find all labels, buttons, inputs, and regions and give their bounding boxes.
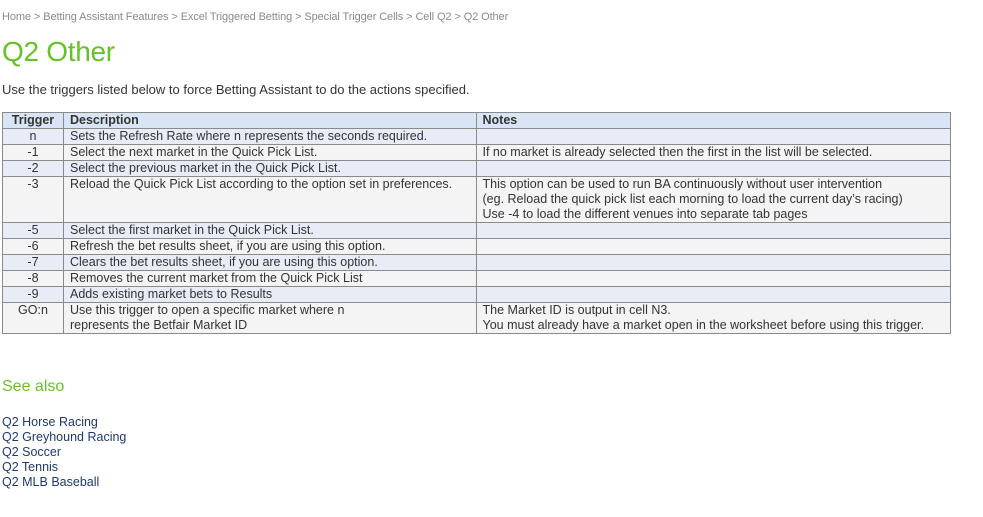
trigger-cell: -9 xyxy=(3,287,64,303)
description-cell xyxy=(63,271,476,287)
notes-line: This option can be used to run BA continuously without user intervention xyxy=(482,177,883,191)
trigger-cell: n xyxy=(3,129,64,145)
table-row xyxy=(3,239,951,255)
description-cell xyxy=(63,145,476,161)
trigger-cell: -7 xyxy=(3,255,64,271)
table-row xyxy=(3,161,951,177)
description-line: Select the previous market in the Quick Pick List. xyxy=(69,161,341,175)
breadcrumb-separator: > xyxy=(454,11,461,23)
see-also-heading: See also xyxy=(2,378,65,395)
breadcrumb-betting-assistant-features[interactable]: Betting Assistant Features xyxy=(43,11,169,23)
column-header-notes: Notes xyxy=(476,113,950,129)
description-cell xyxy=(63,161,476,177)
description-cell xyxy=(63,239,476,255)
list-item xyxy=(2,475,126,490)
breadcrumb-excel-triggered-betting[interactable]: Excel Triggered Betting xyxy=(180,11,293,23)
description-line: Removes the current market from the Quick Pick List xyxy=(69,271,363,285)
see-also-link-horse-racing[interactable]: Q2 Horse Racing xyxy=(2,415,98,429)
column-header-trigger: Trigger xyxy=(3,113,64,129)
notes-cell xyxy=(476,177,950,223)
notes-cell xyxy=(476,223,950,239)
breadcrumb-separator: > xyxy=(171,11,178,23)
trigger-cell: -1 xyxy=(3,145,64,161)
breadcrumb-special-trigger-cells[interactable]: Special Trigger Cells xyxy=(304,11,404,23)
description-cell xyxy=(63,303,476,334)
table-row xyxy=(3,271,951,287)
table-row xyxy=(3,129,951,145)
table-row xyxy=(3,303,951,334)
description-cell xyxy=(63,129,476,145)
table-row xyxy=(3,223,951,239)
description-line: Refresh the bet results sheet, if you are using this option. xyxy=(69,239,386,253)
trigger-cell: -6 xyxy=(3,239,64,255)
notes-cell xyxy=(476,161,950,177)
notes-line: The Market ID is output in cell N3. xyxy=(482,303,671,317)
notes-cell xyxy=(476,303,950,334)
breadcrumb-home[interactable]: Home xyxy=(2,11,31,23)
table-row xyxy=(3,255,951,271)
trigger-cell: -8 xyxy=(3,271,64,287)
notes-line: Use -4 to load the different venues into separate tab pages xyxy=(482,207,808,221)
notes-line: If no market is already selected then the first in the list will be selected. xyxy=(482,145,873,159)
description-cell xyxy=(63,287,476,303)
table-header-row xyxy=(3,113,951,129)
list-item xyxy=(2,430,126,445)
description-line: Select the next market in the Quick Pick List. xyxy=(69,145,318,159)
see-also-link-greyhound-racing[interactable]: Q2 Greyhound Racing xyxy=(2,430,127,444)
description-line: Select the first market in the Quick Pick List. xyxy=(69,223,314,237)
notes-cell xyxy=(476,271,950,287)
breadcrumb-current: Q2 Other xyxy=(463,11,509,23)
table-row xyxy=(3,287,951,303)
description-line: Reload the Quick Pick List according to the option set in preferences. xyxy=(69,177,453,191)
notes-line: (eg. Reload the quick pick list each morning to load the current day’s racing) xyxy=(482,192,903,206)
notes-cell xyxy=(476,145,950,161)
list-item xyxy=(2,415,126,430)
description-line: Clears the bet results sheet, if you are using this option. xyxy=(69,255,378,269)
table-row xyxy=(3,145,951,161)
description-line: Sets the Refresh Rate where n represents the seconds required. xyxy=(69,129,428,143)
breadcrumb-separator: > xyxy=(295,11,302,23)
list-item xyxy=(2,460,126,475)
trigger-cell: -3 xyxy=(3,177,64,223)
see-also-link-soccer[interactable]: Q2 Soccer xyxy=(2,445,62,459)
breadcrumb-separator: > xyxy=(406,11,413,23)
page-title: Q2 Other xyxy=(2,36,115,67)
description-cell xyxy=(63,223,476,239)
trigger-cell: GO:n xyxy=(3,303,64,334)
breadcrumb-cell-q2[interactable]: Cell Q2 xyxy=(415,11,452,23)
notes-cell xyxy=(476,287,950,303)
breadcrumb-separator: > xyxy=(33,11,41,23)
trigger-cell: -5 xyxy=(3,223,64,239)
notes-cell xyxy=(476,129,950,145)
notes-cell xyxy=(476,255,950,271)
breadcrumb xyxy=(2,11,508,23)
see-also-link-mlb-baseball[interactable]: Q2 MLB Baseball xyxy=(2,475,100,489)
intro-text: Use the triggers listed below to force Betting Assistant to do the actions specified. xyxy=(2,82,470,97)
trigger-cell: -2 xyxy=(3,161,64,177)
description-cell xyxy=(63,177,476,223)
notes-cell xyxy=(476,239,950,255)
notes-line: You must already have a market open in the worksheet before using this trigger. xyxy=(482,318,924,332)
description-line: represents the Betfair Market ID xyxy=(69,318,248,332)
description-line: Adds existing market bets to Results xyxy=(69,287,273,301)
description-line: Use this trigger to open a specific market where n xyxy=(69,303,345,317)
see-also-list xyxy=(2,415,126,490)
list-item xyxy=(2,445,126,460)
triggers-table xyxy=(2,112,951,334)
description-cell xyxy=(63,255,476,271)
table-row xyxy=(3,177,951,223)
see-also-link-tennis[interactable]: Q2 Tennis xyxy=(2,460,59,474)
column-header-description: Description xyxy=(63,113,476,129)
